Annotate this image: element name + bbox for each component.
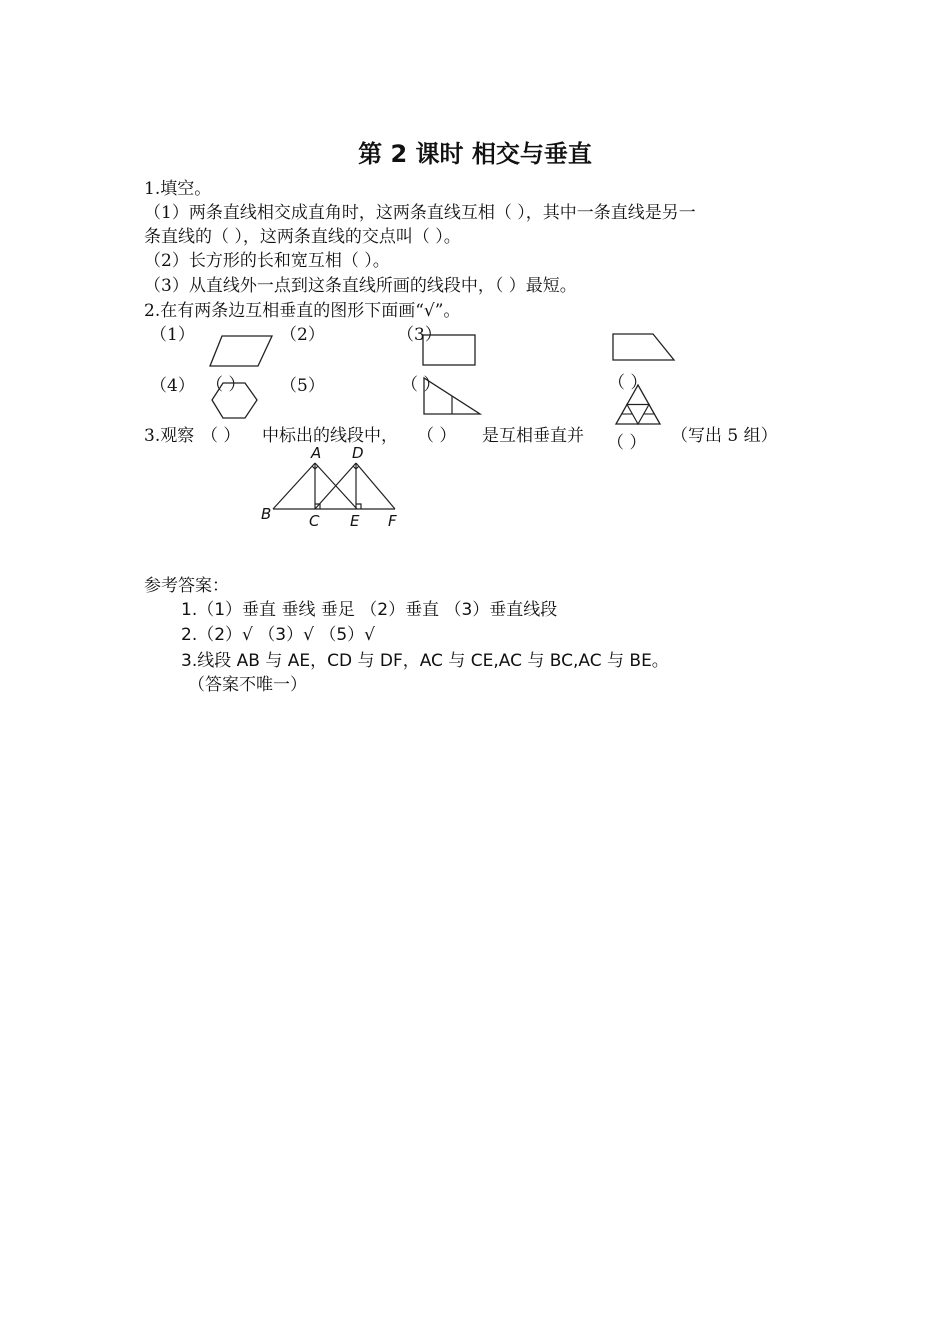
point-label-f: F: [388, 512, 397, 530]
answer-note: （答案不唯一）: [188, 675, 307, 695]
point-label-d: D: [352, 444, 364, 462]
q2-label-4: （4）: [150, 376, 195, 396]
page-title: 第 2 课时 相交与垂直: [358, 140, 592, 168]
answer-1: 1.（1）垂直 垂线 垂足 （2）垂直 （3）垂直线段: [181, 600, 558, 620]
q2-label-3: （3）: [397, 325, 442, 345]
q1-part2: （2）长方形的长和宽互相（ ）。: [144, 251, 390, 271]
q2-answer-paren-3: （ ）: [608, 373, 648, 393]
answers-heading: 参考答案：: [144, 576, 229, 596]
parallelogram-figure: [208, 334, 274, 370]
right-trapezoid-figure: [612, 333, 678, 363]
q1-part1-line2: 条直线的（ ），这两条直线的交点叫（ ）。: [144, 227, 461, 247]
point-label-b: B: [261, 505, 272, 523]
q2-label-1: （1）: [150, 325, 195, 345]
triangle-grid-figure: [614, 384, 662, 426]
answer-2: 2.（2）√ （3）√ （5）√: [181, 625, 375, 645]
right-triangle-figure: [422, 376, 482, 416]
q1-part1-line1: （1）两条直线相交成直角时，这两条直线互相（ ），其中一条直线是另一: [144, 203, 696, 223]
q2-answer-paren-1: （ ）: [206, 375, 246, 395]
point-label-c: C: [309, 512, 320, 530]
point-label-a: A: [311, 444, 322, 462]
q3-text-observe: 3.观察: [144, 426, 195, 446]
q2-heading: 2.在有两条边互相垂直的图形下面画“√”。: [144, 301, 461, 321]
answer-3: 3.线段 AB 与 AE，CD 与 DF，AC 与 CE,AC 与 BC,AC 与 BE。: [181, 651, 669, 671]
q2-label-5: （5）: [280, 376, 325, 396]
rectangle-figure: [422, 334, 478, 368]
q3-answer-paren-1: （ ）: [201, 426, 241, 446]
q1-heading: 1.填空。: [144, 179, 212, 199]
q3-answer-paren-3: （ ）: [607, 433, 647, 453]
q1-part3: （3）从直线外一点到这条直线所画的线段中，（ ）最短。: [144, 276, 577, 296]
point-label-e: E: [350, 512, 360, 530]
q2-answer-paren-2: （ ）: [401, 375, 441, 395]
q3-answer-paren-2: （ ）: [417, 426, 457, 446]
q3-text-write-five: （写出 5 组）: [671, 426, 778, 446]
q3-text-perpendicular: 是互相垂直并: [482, 426, 584, 446]
q2-label-2: （2）: [280, 325, 325, 345]
hexagon-figure: [211, 382, 259, 420]
q3-text-segments: 中标出的线段中，: [262, 426, 398, 446]
